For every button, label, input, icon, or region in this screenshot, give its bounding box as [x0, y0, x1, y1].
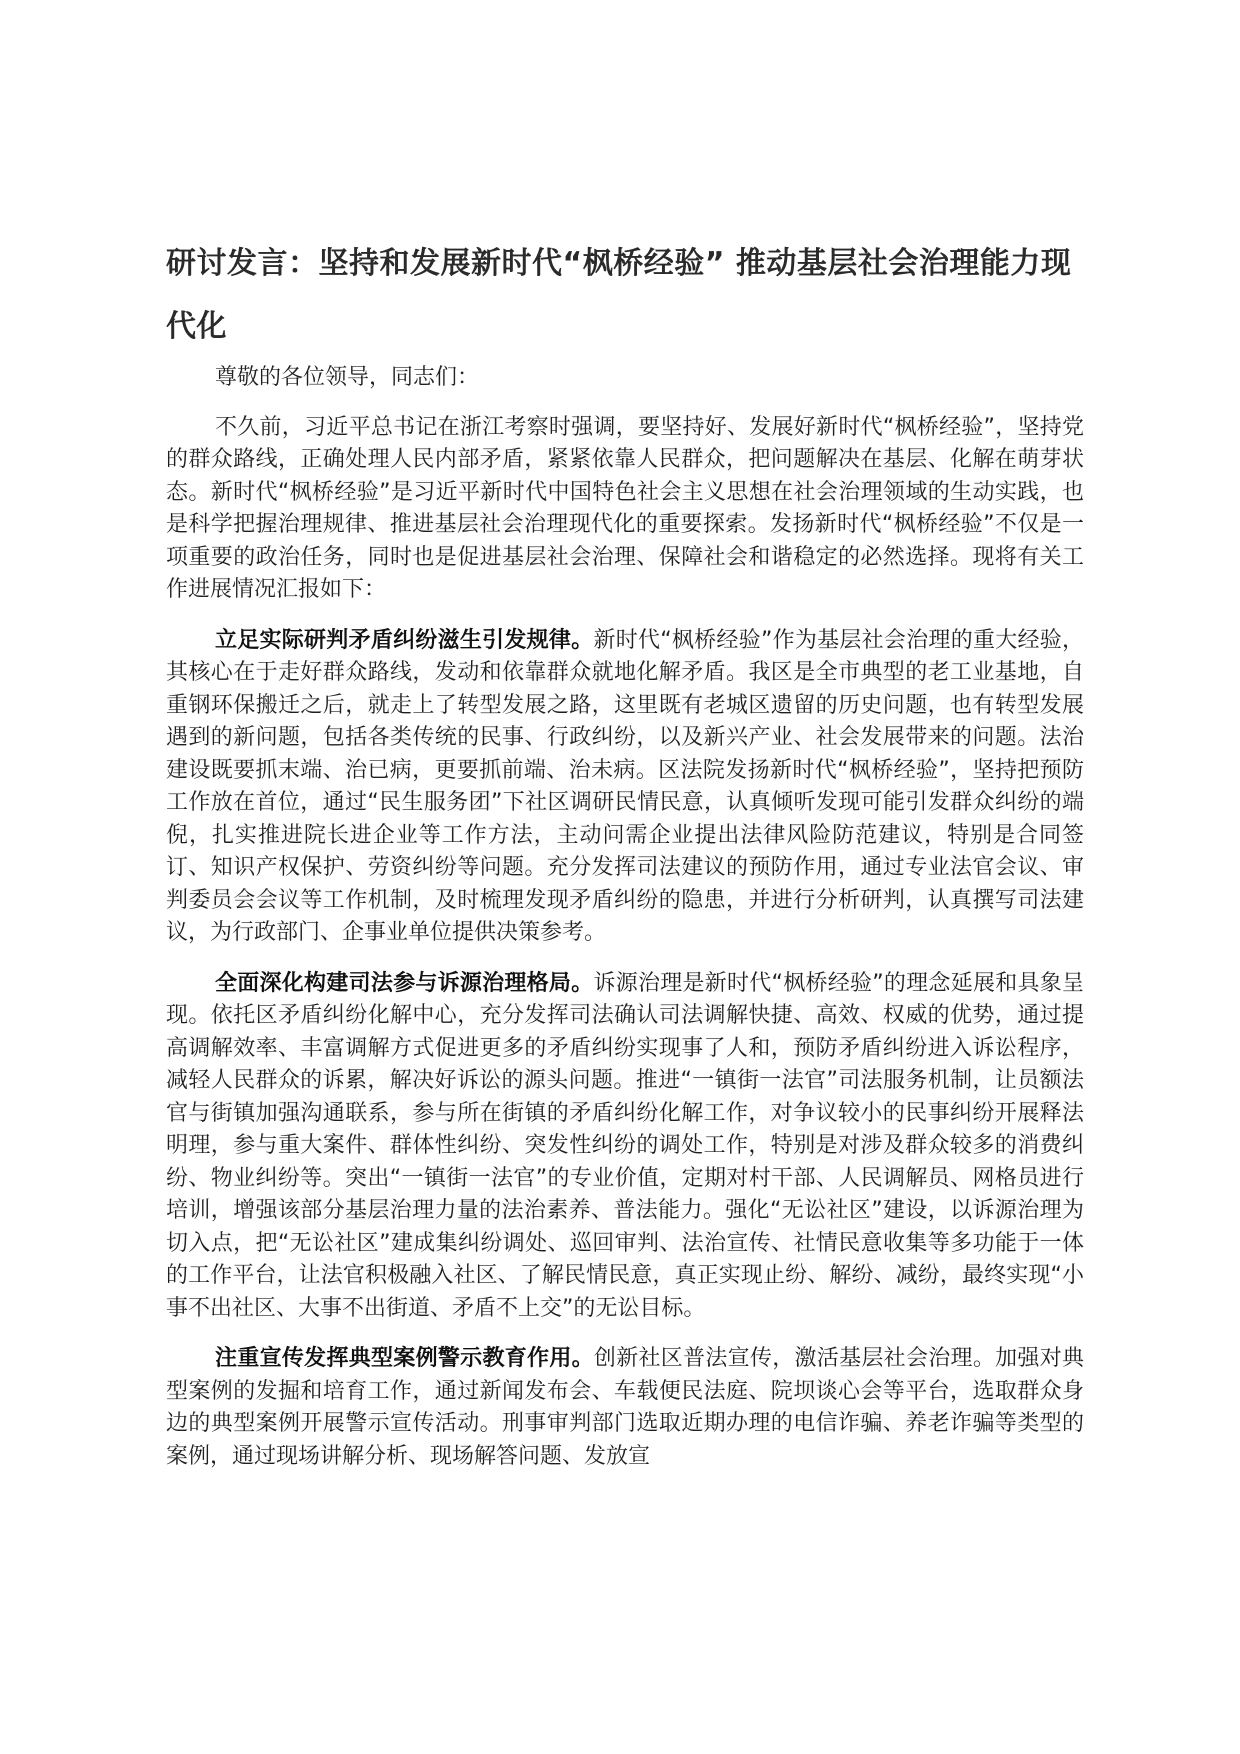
section-paragraph-3	[166, 1343, 1084, 1473]
section-paragraph-2	[166, 968, 1084, 1326]
intro-paragraph: 不久前，习近平总书记在浙江考察时强调，要坚持好、发展好新时代“枫桥经验”，坚持党的群众路线，正确处理人民内部矛盾，紧紧依靠人民群众，把问题解决在基层、化解在萌芽状态。新时代“枫桥经验”是习近平新时代中国特色社会主义思想在社会治理领域的生动实践，也是科学把握治理规律、推进基层社会治理现代化的重要探索。发扬新时代“枫桥经验”不仅是一项重要的政治任务，同时也是促进基层社会治理、保障社会和谐稳定的必然选择。现将有关工作进展情况汇报如下：	[166, 414, 1084, 602]
section-body: 诉源治理是新时代“枫桥经验”的理念延展和具象呈现。依托区矛盾纠纷化解中心，充分发挥司法确认司法调解快捷、高效、权威的优势，通过提高调解效率、丰富调解方式促进更多的矛盾纠纷实现事了人和，预防矛盾纠纷进入诉讼程序，减轻人民群众的诉累，解决好诉讼的源头问题。推进“一镇街一法官”司法服务机制，让员额法官与街镇加强沟通联系，参与所在街镇的矛盾纠纷化解工作，对争议较小的民事纠纷开展释法明理，参与重大案件、群体性纠纷、突发性纠纷的调处工作，特别是对涉及群众较多的消费纠纷、物业纠纷等。突出“一镇街一法官”的专业价值，定期对村干部、人民调解员、网格员进行培训，增强该部分基层治理力量的法治素养、普法能力。强化“无讼社区”建设，以诉源治理为切入点，把“无讼社区”建成集纠纷调处、巡回审判、法治宣传、社情民意收集等多功能于一体的工作平台，让法官积极融入社区、了解民情民意，真正实现止纷、解纷、减纷，最终实现“小事不出社区、大事不出街道、矛盾不上交”的无讼目标。	[166, 970, 1084, 1321]
section-body: 创新社区普法宣传，激活基层社会治理。加强对典型案例的发掘和培育工作，通过新闻发布会、车载便民法庭、院坝谈心会等平台，选取群众身边的典型案例开展警示宣传活动。刑事审判部门选取近期办理的电信诈骗、养老诈骗等类型的案例，通过现场讲解分析、现场解答问题、发放宣	[166, 1346, 1084, 1469]
section-heading: 全面深化构建司法参与诉源治理格局。	[215, 970, 594, 996]
document-title: 研讨发言：坚持和发展新时代“枫桥经验” 推动基层社会治理能力现代化	[166, 246, 1072, 344]
document-page	[166, 232, 1084, 1491]
section-heading: 注重宣传发挥典型案例警示教育作用。	[215, 1346, 594, 1371]
section-heading: 立足实际研判矛盾纠纷滋生引发规律。	[215, 627, 594, 653]
section-body: 新时代“枫桥经验”作为基层社会治理的重大经验，其核心在于走好群众路线，发动和依靠群众就地化解矛盾。我区是全市典型的老工业基地，自重钢环保搬迁之后，就走上了转型发展之路，这里既有老城区遗留的历史问题，也有转型发展遇到的新问题，包括各类传统的民事、行政纠纷，以及新兴产业、社会发展带来的问题。法治建设既要抓末端、治已病，更要抓前端、治未病。区法院发扬新时代“枫桥经验”，坚持把预防工作放在首位，通过“民生服务团”下社区调研民情民意，认真倾听发现可能引发群众纠纷的端倪，扎实推进院长进企业等工作方法，主动问需企业提出法律风险防范建议，特别是合同签订、知识产权保护、劳资纠纷等问题。充分发挥司法建议的预防作用，通过专业法官会议、审判委员会会议等工作机制，及时梳理发现矛盾纠纷的隐患，并进行分析研判，认真撰写司法建议，为行政部门、企事业单位提供决策参考。	[166, 627, 1084, 945]
greeting-paragraph: 尊敬的各位领导，同志们：	[215, 365, 480, 390]
section-paragraph-1	[166, 625, 1084, 950]
